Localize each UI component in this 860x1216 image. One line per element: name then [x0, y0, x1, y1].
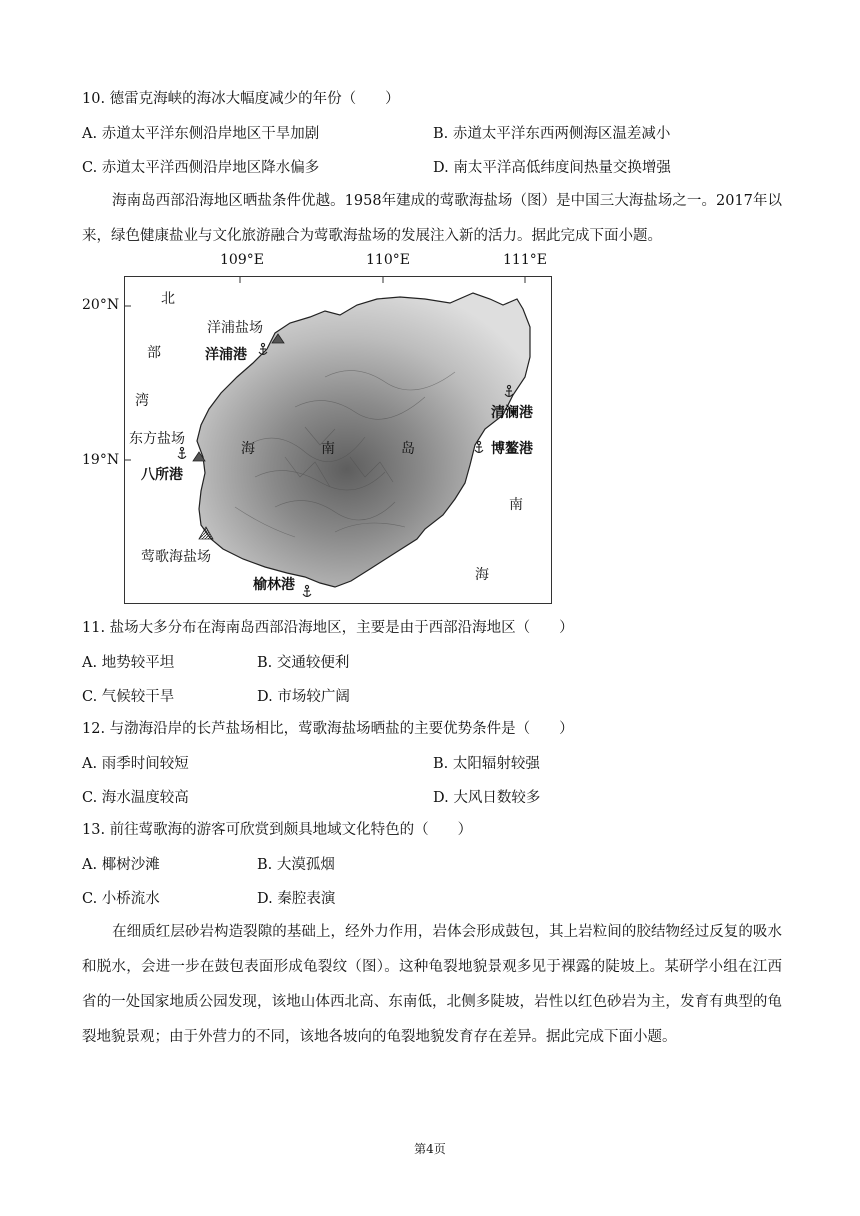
- q11-option-a: A. 地势较平坦: [82, 655, 175, 671]
- anchor-icon: [303, 585, 311, 597]
- lat-label-20: 20°N: [82, 297, 120, 313]
- q13-option-c: C. 小桥流水: [82, 891, 160, 907]
- island-label-hai: 海: [241, 441, 255, 457]
- q10-option-c: C. 赤道太平洋西侧沿岸地区降水偏多: [82, 160, 320, 176]
- yangpu-port-label: 洋浦港: [205, 347, 247, 363]
- q12-option-b: B. 太阳辐射较强: [433, 756, 540, 772]
- q10-option-a: A. 赤道太平洋东侧沿岸地区干旱加剧: [82, 126, 320, 142]
- intro-salt-fields: [82, 184, 782, 254]
- anchor-icon: [259, 343, 267, 355]
- q13-option-b: B. 大漠孤烟: [257, 857, 335, 873]
- q11-option-b: B. 交通较便利: [257, 655, 350, 671]
- q12-option-c: C. 海水温度较高: [82, 790, 189, 806]
- q10-stem: 10. 德雷克海峡的海冰大幅度减少的年份（ ）: [82, 91, 400, 107]
- q13-option-d: D. 秦腔表演: [257, 891, 336, 907]
- intro-turtle-crack-text: 在细质红层砂岩构造裂隙的基础上，经外力作用，岩体会形成鼓包，其上岩粒间的胶结物经过反复的吸水和脱水，会进一步在鼓包表面形成龟裂纹（图）。这种龟裂地貌景观多见于裸露的陡坡上。某研学小组在江西省的一处国家地质公园发现，该地山体西北高、东南低，北侧多陡坡，岩性以红色砂岩为主，发育有典型的龟裂地貌景观；由于外营力的不同，该地各坡向的龟裂地貌发育存在差异。据此完成下面小题。: [82, 924, 782, 1045]
- anchor-icon: [178, 447, 186, 459]
- lon-label-109: 109°E: [220, 252, 264, 268]
- q13-stem: 13. 前往莺歌海的游客可欣赏到颇具地域文化特色的（ ）: [82, 822, 473, 838]
- q12-option-d: D. 大风日数较多: [433, 790, 541, 806]
- hainan-map: [124, 276, 552, 604]
- sea-label-wan: 湾: [135, 393, 149, 409]
- yulin-port-label: 榆林港: [253, 577, 295, 593]
- sea-label-hai: 海: [475, 567, 489, 583]
- boao-port-label: 博鳌港: [491, 441, 533, 457]
- sea-label-nan: 南: [509, 497, 523, 513]
- qinglan-port-label: 清澜港: [491, 405, 533, 421]
- q10-option-b: B. 赤道太平洋东西两侧海区温差减小: [433, 126, 671, 142]
- page-number: 第4页: [414, 1142, 446, 1156]
- yangpu-salt-label: 洋浦盐场: [207, 320, 263, 336]
- basuo-port-label: 八所港: [141, 467, 183, 483]
- island-label-nan: 南: [321, 441, 335, 457]
- q10-option-d: D. 南太平洋高低纬度间热量交换增强: [433, 160, 671, 176]
- sea-label-bu: 部: [147, 345, 161, 361]
- sea-label-bei: 北: [161, 291, 175, 307]
- intro-turtle-crack: [82, 915, 782, 1055]
- q11-stem: 11. 盐场大多分布在海南岛西部沿海地区，主要是由于西部沿海地区（ ）: [82, 620, 574, 636]
- q12-stem: 12. 与渤海沿岸的长芦盐场相比，莺歌海盐场晒盐的主要优势条件是（ ）: [82, 721, 574, 737]
- q11-option-c: C. 气候较干旱: [82, 689, 175, 705]
- hainan-island-shape: [197, 293, 530, 587]
- island-label-dao: 岛: [401, 441, 415, 457]
- intro-salt-fields-text: 海南岛西部沿海地区晒盐条件优越。1958年建成的莺歌海盐场（图）是中国三大海盐场之一。2017年以来，绿色健康盐业与文化旅游融合为莺歌海盐场的发展注入新的活力。据此完成下面小题。: [82, 193, 782, 244]
- yinggehai-salt-label: 莺歌海盐场: [141, 549, 211, 565]
- dongfang-salt-label: 东方盐场: [129, 431, 185, 447]
- lon-label-111: 111°E: [503, 252, 547, 268]
- lon-label-110: 110°E: [366, 252, 410, 268]
- lat-label-19: 19°N: [82, 452, 120, 468]
- q13-option-a: A. 椰树沙滩: [82, 857, 160, 873]
- q11-option-d: D. 市场较广阔: [257, 689, 350, 705]
- q12-option-a: A. 雨季时间较短: [82, 756, 189, 772]
- hainan-map-svg: [125, 277, 551, 603]
